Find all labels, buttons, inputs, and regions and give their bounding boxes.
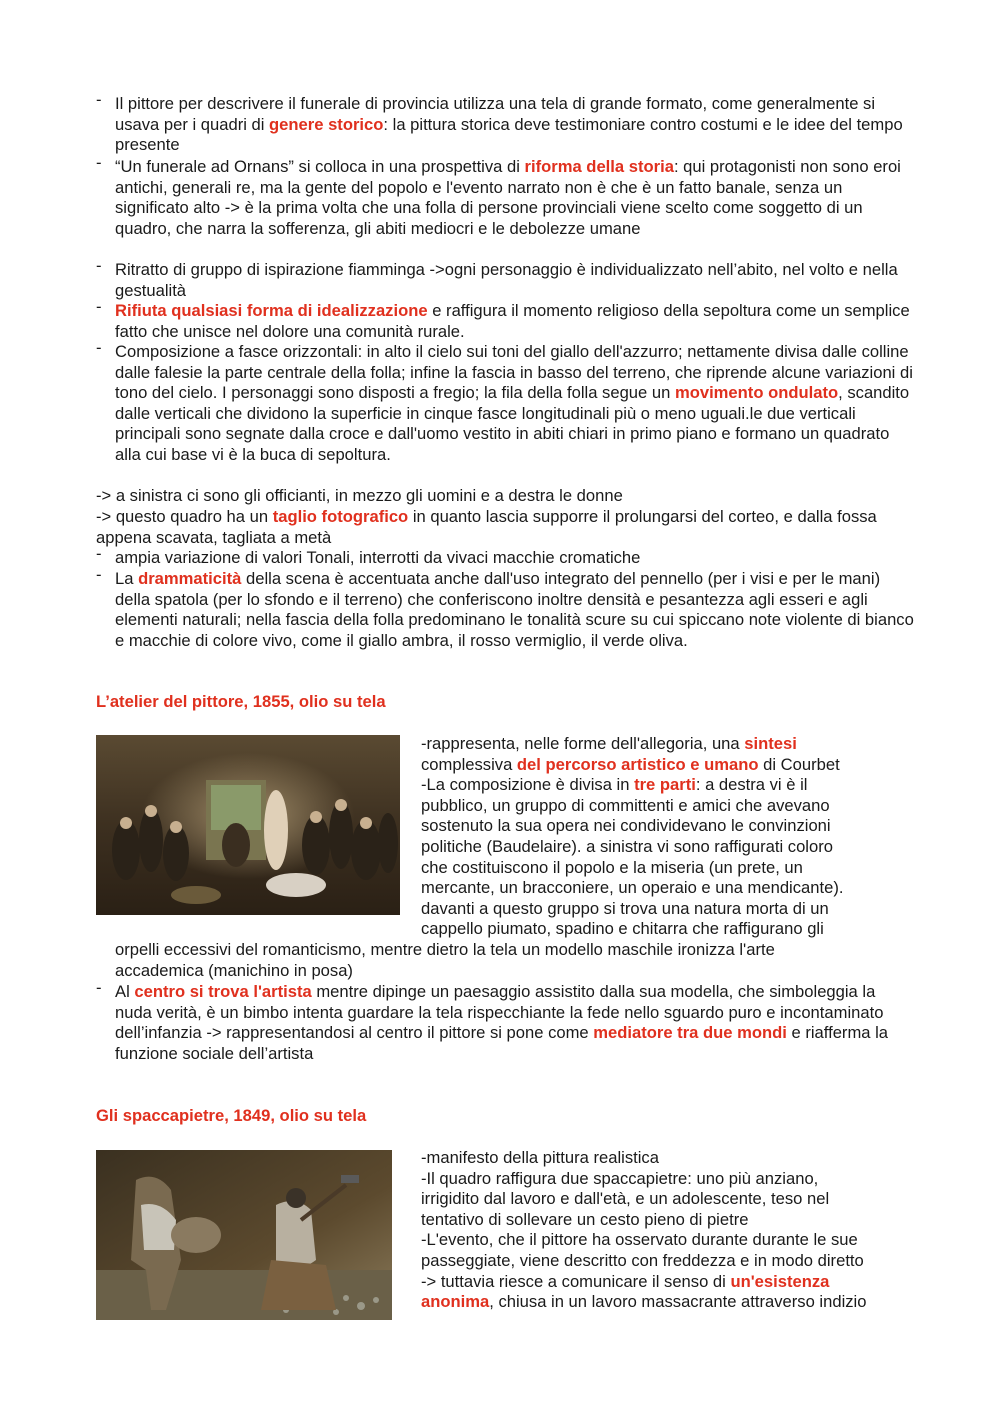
bullet-dash: - [96, 338, 102, 357]
text-line: -manifesto della pittura realistica [421, 1148, 659, 1167]
bullet-dash: - [96, 90, 102, 109]
text-line: politiche (Baudelaire). a sinistra vi sono raffigurati coloro [421, 836, 833, 856]
bullet-item [96, 90, 916, 156]
bullet-text: La drammaticità della scena è accentuata anche dall'uso integrato del pennello (per i visi e per le mani) della spatola (per lo sfondo e il terreno) che conferiscono inoltre densità e pesantezza agli esseri e agli elementi naturali; nella fascia della folla predominano le tonalità scure su cui spiccano note violente di bianco e macchie di colore vivo, come il giallo ambra, il rosso vermiglio, il verde oliva. [115, 569, 914, 650]
atelier-painting-image [96, 735, 400, 915]
bullet-dash: - [96, 565, 102, 584]
arrow-note: -> questo quadro ha un taglio fotografico in quanto lascia supporre il prolungarsi del corteo, e dalla fossa appena scavata, tagliata a metà [96, 507, 877, 547]
section-title: Gli spaccapietre, 1849, olio su tela [96, 1106, 367, 1125]
text-line: mercante, un bracconiere, un operaio e una mendicante). [421, 878, 844, 898]
bullet-text: Composizione a fasce orizzontali: in alto il cielo sui toni del giallo dell'azzurro; nettamente divisa dalle colline dalle falesie la parte centrale della folla; infine la fascia in basso del terreno, che riprende alcune variazioni di tono del cielo. I personaggi sono disposti a fregio; la fila della folla segue un movimento ondulato, scandito dalle verticali che dividono la superficie in cinque fasce longitudinali più o meno uguali.le due verticali principali sono segnate dalla croce e dall'uomo vestito in abiti chiari in primo piano e formano un quadrato alla cui base vi è la buca di sepoltura. [115, 342, 913, 464]
continuation-line: accademica (manichino in posa) [115, 961, 353, 980]
bullet-dash: - [96, 544, 102, 563]
spaccapietre-painting-image [96, 1150, 392, 1320]
text-line: pubblico, un gruppo di committenti e amici che avevano [421, 795, 830, 815]
text-line: davanti a questo gruppo si trova una natura morta di un [421, 898, 829, 918]
bullet-text: “Un funerale ad Ornans” si colloca in una prospettiva di riforma della storia: qui protagonisti non sono eroi antichi, generali re, ma la gente del popolo e l'evento narrato non è che è un fatto banale, senza un significato alto -> è la prima volta che una folla di persone provinciali viene scelto come soggetto di un quadro, che narra la sofferenza, gli abiti mediocri e le debolezze umane [115, 157, 901, 238]
section-title: L’atelier del pittore, 1855, olio su tela [96, 692, 386, 711]
text-line: che costituiscono il popolo e la miseria (un prete, un [421, 857, 803, 877]
text-line: -La composizione è divisa in tre parti: a destra vi è il [421, 775, 808, 795]
text-line: cappello piumato, spadino e chitarra che raffigurano gli [421, 919, 824, 939]
bullet-dash: - [96, 297, 102, 316]
spaccapietre-painting-icon [96, 1150, 392, 1320]
text-line: passeggiate, viene descritto con freddezza e in modo diretto [421, 1250, 864, 1270]
bullet-item [96, 297, 916, 342]
text-line: anonima, chiusa in un lavoro massacrante attraverso indizio [421, 1292, 867, 1312]
text-line: complessiva del percorso artistico e umano di Courbet [421, 754, 840, 774]
spaccapietre-side-text [421, 1148, 901, 1313]
bullet-dash: - [96, 256, 102, 275]
text-line: tentativo di sollevare un cesto pieno di pietre [421, 1209, 749, 1229]
atelier-painting-icon [96, 735, 400, 915]
bullet-item [96, 544, 916, 569]
bullet-text: Al centro si trova l'artista mentre dipinge un paesaggio assistito dalla sua modella, che simboleggia la nuda verità, è un bimbo intenta guardare la tela rispecchiante la fede nello sguardo puro e incontaminato dell’infanzia -> rappresentandosi al centro il pittore si pone come mediatore tra due mondi e riafferma la funzione sociale dell’artista [115, 982, 889, 1063]
bullet-item [96, 153, 916, 239]
text-line: -> tuttavia riesce a comunicare il senso di un'esistenza [421, 1271, 830, 1291]
bullet-text: Il pittore per descrivere il funerale di provincia utilizza una tela di grande formato, come generalmente si usava per i quadri di genere storico: la pittura storica deve testimoniare contro costumi e le idee del tempo presente [115, 94, 903, 155]
continuation-line: orpelli eccessivi del romanticismo, mentre dietro la tela un modello maschile ironizza l'arte [115, 940, 775, 959]
text-line: sostenuto la sua opera nei condividevano le convinzioni [421, 816, 831, 836]
text-line: -rappresenta, nelle forme dell'allegoria, una sintesi [421, 734, 797, 753]
bullet-item [96, 978, 916, 1064]
atelier-side-text [421, 734, 901, 940]
arrow-note: -> a sinistra ci sono gli officianti, in mezzo gli uomini e a destra le donne [96, 486, 623, 505]
bullet-dash: - [96, 978, 102, 997]
bullet-text: Rifiuta qualsiasi forma di idealizzazione e raffigura il momento religioso della sepoltura come un semplice fatto che unisce nel dolore una comunità rurale. [115, 301, 910, 341]
bullet-item [96, 565, 916, 651]
bullet-dash: - [96, 153, 102, 172]
text-line: -L'evento, che il pittore ha osservato durante durante le sue [421, 1230, 858, 1250]
bullet-text: ampia variazione di valori Tonali, interrotti da vivaci macchie cromatiche [115, 548, 641, 567]
bullet-text: Ritratto di gruppo di ispirazione fiamminga ->ogni personaggio è individualizzato nell’abito, nel volto e nella gestualità [115, 260, 898, 300]
bullet-item [96, 256, 916, 301]
text-line: irrigidito dal lavoro e dall'età, e un adolescente, teso nel [421, 1189, 830, 1209]
text-line: -Il quadro raffigura due spaccapietre: uno più anziano, [421, 1168, 819, 1188]
bullet-item [96, 338, 916, 466]
